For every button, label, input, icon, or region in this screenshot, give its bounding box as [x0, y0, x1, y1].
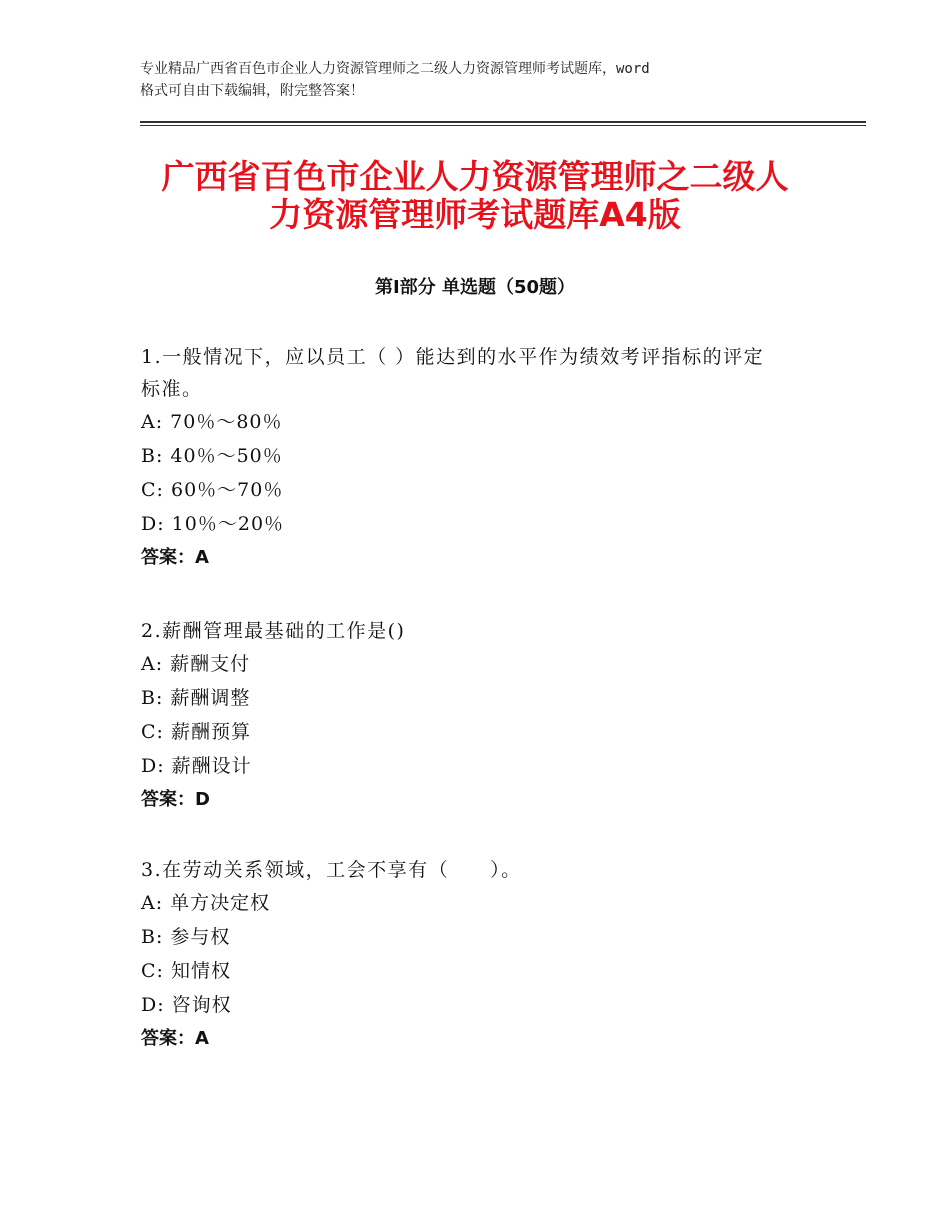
document-title-line-2: 力资源管理师考试题库A4版 — [269, 195, 681, 234]
question-1-option-c: C: 60％～70％ — [141, 479, 284, 501]
question-2-stem-line-1: 2.薪酬管理最基础的工作是() — [141, 620, 406, 642]
header-note-line-2: 格式可自由下载编辑，附完整答案！ — [140, 83, 364, 99]
question-2 — [141, 615, 841, 817]
question-2-option-b: B: 薪酬调整 — [141, 687, 251, 709]
header-note-line-1: 专业精品广西省百色市企业人力资源管理师之二级人力资源管理师考试题库，word — [140, 61, 650, 77]
question-1 — [141, 341, 841, 575]
question-1-answer: 答案：A — [141, 547, 209, 568]
question-3 — [141, 854, 841, 1056]
question-1-option-b: B: 40％～50％ — [141, 445, 283, 467]
question-2-option-d: D: 薪酬设计 — [141, 755, 252, 777]
question-2-stem — [141, 615, 841, 647]
header-rule-thin — [140, 125, 866, 126]
document-title — [100, 158, 850, 234]
section-title: 第Ⅰ部分 单选题（50题） — [374, 277, 575, 298]
header-rule-thick — [140, 121, 866, 123]
question-2-answer: 答案：D — [141, 789, 210, 810]
question-3-stem-line-1: 3.在劳动关系领域，工会不享有（ ）。 — [141, 859, 522, 881]
header-note — [140, 58, 830, 102]
question-1-stem-line-2: 标准。 — [141, 378, 203, 400]
document-title-line-1: 广西省百色市企业人力资源管理师之二级人 — [161, 157, 789, 196]
question-3-option-b: B: 参与权 — [141, 926, 231, 948]
question-3-option-c: C: 知情权 — [141, 960, 231, 982]
question-2-option-a: A: 薪酬支付 — [141, 653, 251, 675]
question-2-option-c: C: 薪酬预算 — [141, 721, 251, 743]
question-3-option-d: D: 咨询权 — [141, 994, 232, 1016]
question-1-option-d: D: 10％～20％ — [141, 513, 285, 535]
question-3-answer: 答案：A — [141, 1028, 209, 1049]
question-3-option-a: A: 单方决定权 — [141, 892, 271, 914]
question-3-stem — [141, 854, 841, 886]
question-1-stem-line-1: 1.一般情况下，应以员工（ ）能达到的水平作为绩效考评指标的评定 — [141, 346, 765, 368]
question-1-option-a: A: 70％～80％ — [141, 411, 283, 433]
question-1-stem — [141, 341, 841, 405]
